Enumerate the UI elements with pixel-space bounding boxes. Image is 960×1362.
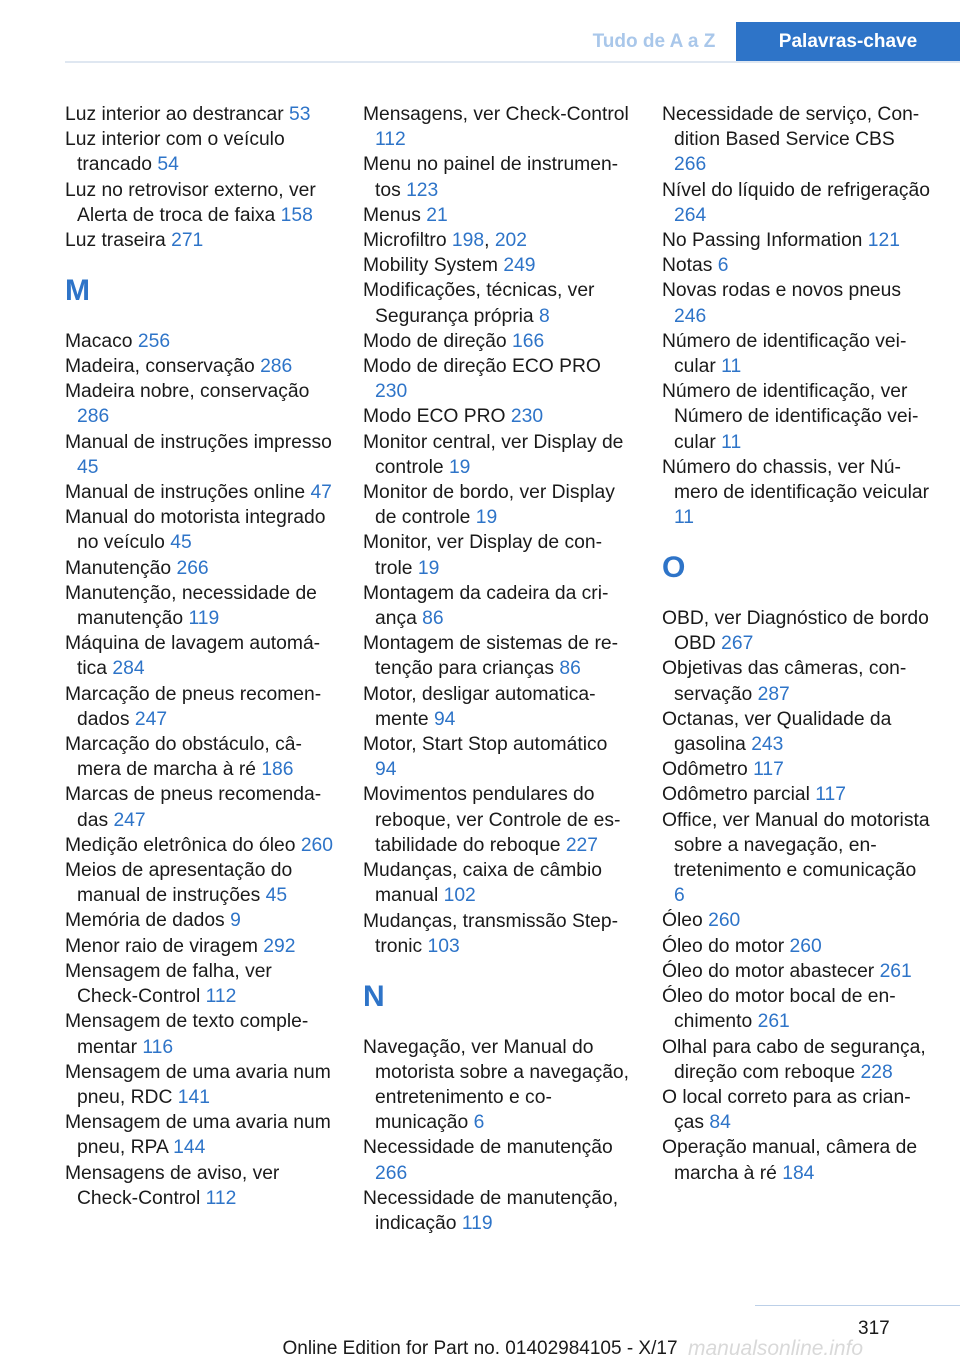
entry-term: Necessidade de manutenção, indicação bbox=[363, 1187, 619, 1234]
index-entry bbox=[65, 631, 335, 681]
entry-term: O local correto para as crianças bbox=[662, 1086, 911, 1134]
index-entry bbox=[662, 379, 932, 455]
entry-term: Necessidade de serviço, Condition Based Service CBS bbox=[662, 104, 920, 151]
index-entry bbox=[65, 505, 335, 555]
index-entry bbox=[65, 934, 335, 959]
index-entry bbox=[363, 404, 633, 429]
page-link[interactable]: 266 bbox=[674, 154, 707, 176]
page-link[interactable]: 6 bbox=[473, 1112, 485, 1134]
page-link[interactable]: 264 bbox=[674, 204, 707, 226]
index-entry bbox=[363, 581, 633, 631]
entry-term: Mensagem de uma avaria num pneu, RPA bbox=[65, 1112, 331, 1159]
index-entry bbox=[65, 127, 335, 177]
entry-term: Menus bbox=[363, 204, 427, 226]
page-link[interactable]: 112 bbox=[375, 129, 406, 151]
page-link[interactable]: 246 bbox=[674, 305, 707, 327]
entry-term: Manutenção, necessidade de manutenção bbox=[65, 582, 317, 630]
page-link[interactable]: 260 bbox=[789, 935, 822, 957]
index-entry bbox=[662, 1085, 932, 1135]
index-entry bbox=[363, 329, 633, 354]
entry-term: No Passing Information bbox=[662, 230, 868, 252]
index-entry bbox=[363, 858, 633, 908]
index-entry bbox=[65, 1161, 335, 1211]
edition-note: Online Edition for Part no. 01402984105 - X/17 bbox=[282, 1338, 678, 1359]
entry-term: Notas bbox=[662, 255, 718, 277]
entry-term: Macaco bbox=[65, 330, 138, 352]
page-link[interactable]: 261 bbox=[757, 1011, 790, 1033]
entry-term: Luz traseira bbox=[65, 230, 172, 252]
index-entry bbox=[662, 757, 932, 782]
page-link[interactable]: 123 bbox=[406, 179, 439, 201]
page-link[interactable]: 6 bbox=[717, 255, 729, 277]
index-entry bbox=[662, 253, 932, 278]
page-link[interactable]: 119 bbox=[188, 608, 220, 630]
index-entry bbox=[65, 1009, 335, 1059]
entry-term: Medição eletrônica do óleo bbox=[65, 834, 301, 856]
index-entry bbox=[662, 707, 932, 757]
page-link[interactable]: 271 bbox=[171, 230, 204, 252]
index-entry bbox=[65, 430, 335, 480]
entry-term: Mudanças, transmissão Steptronic bbox=[363, 910, 619, 957]
entry-term: Necessidade de manutenção bbox=[363, 1137, 613, 1159]
page-link[interactable]: 158 bbox=[280, 204, 313, 226]
entry-term: Manual de instruções impresso bbox=[65, 431, 332, 453]
page-link[interactable]: 266 bbox=[176, 557, 209, 579]
index-entry bbox=[363, 682, 633, 732]
page-link[interactable]: 54 bbox=[157, 154, 179, 176]
page-link[interactable]: 8 bbox=[539, 305, 550, 327]
page-link[interactable]: 11 bbox=[721, 356, 742, 378]
index-entry bbox=[363, 1135, 633, 1185]
page-link[interactable]: 121 bbox=[867, 230, 900, 252]
page-link[interactable]: 230 bbox=[510, 406, 544, 428]
index-entry bbox=[65, 379, 335, 429]
page-link[interactable]: 266 bbox=[375, 1162, 408, 1184]
index-entry bbox=[363, 102, 633, 152]
index-entry bbox=[363, 152, 633, 202]
entry-term: Monitor central, ver Display de controle bbox=[363, 431, 624, 478]
page-link[interactable]: 247 bbox=[134, 708, 168, 730]
entry-term: Mobility System bbox=[363, 255, 504, 277]
index-entry bbox=[363, 1186, 633, 1236]
entry-term: Modificações, técnicas, ver Segurança própria bbox=[363, 280, 595, 327]
page-link[interactable]: 117 bbox=[815, 784, 846, 806]
index-entry bbox=[363, 782, 633, 858]
entry-term: Mudanças, caixa de câmbio manual bbox=[363, 860, 603, 907]
page-link[interactable]: 117 bbox=[753, 759, 784, 781]
entry-term: Número do chassis, ver Número de identificação veicular bbox=[662, 456, 930, 504]
entry-term: Mensagens, ver Check-Control bbox=[363, 104, 629, 125]
entry-term: Modo de direção bbox=[363, 330, 512, 352]
index-column-1 bbox=[65, 102, 335, 1211]
entry-term: Luz interior com o veículo trancado bbox=[65, 129, 285, 176]
entry-term: Marcas de pneus recomendadas bbox=[65, 784, 322, 831]
index-entry bbox=[363, 480, 633, 530]
page-link[interactable]: 243 bbox=[751, 734, 784, 756]
index-entry bbox=[65, 329, 335, 354]
entry-term: Máquina de lavagem automática bbox=[65, 633, 321, 680]
entry-term: Óleo bbox=[662, 910, 709, 932]
index-entry bbox=[662, 228, 932, 253]
entry-term: Movimentos pendulares do reboque, ver Controle de estabilidade do reboque bbox=[363, 784, 621, 856]
entry-term: Monitor de bordo, ver Display de controle bbox=[363, 482, 615, 529]
entry-term: Madeira, conservação bbox=[65, 356, 261, 378]
page-link[interactable]: 286 bbox=[260, 356, 293, 378]
page-link[interactable]: 102 bbox=[443, 885, 476, 907]
index-entry bbox=[363, 228, 633, 253]
index-entry bbox=[65, 682, 335, 732]
index-entry bbox=[662, 808, 932, 909]
page-link[interactable]: 94 bbox=[375, 759, 397, 781]
entry-term: Marcação de pneus recomendados bbox=[65, 683, 322, 730]
index-entry bbox=[363, 430, 633, 480]
section-tab[interactable]: Tudo de A a Z bbox=[592, 31, 716, 52]
entry-term: Odômetro bbox=[662, 759, 754, 781]
page-link[interactable]: 287 bbox=[757, 683, 790, 705]
page-link[interactable]: 260 bbox=[300, 834, 333, 856]
index-entry bbox=[65, 959, 335, 1009]
page-link[interactable]: 141 bbox=[177, 1086, 210, 1108]
index-entry bbox=[363, 253, 633, 278]
index-entry bbox=[662, 984, 932, 1034]
entry-term: Mensagem de falha, ver Check-Control bbox=[65, 960, 272, 1008]
entry-term: Olhal para cabo de segurança, direção com reboque bbox=[662, 1036, 926, 1083]
watermark: manualsonline.info bbox=[688, 1337, 864, 1360]
entry-term: Luz interior ao destrancar bbox=[65, 104, 289, 125]
index-entry bbox=[65, 178, 335, 228]
entry-term: Modo ECO PRO bbox=[363, 406, 511, 428]
index-entry bbox=[662, 102, 932, 178]
index-entry bbox=[65, 581, 335, 631]
page-link[interactable]: 45 bbox=[170, 532, 192, 554]
entry-term: Motor, Start Stop automático bbox=[363, 734, 608, 756]
index-entry bbox=[363, 203, 633, 228]
entry-term: Modo de direção ECO PRO bbox=[363, 356, 601, 378]
entry-term: OBD, ver Diagnóstico de bordo OBD bbox=[662, 608, 929, 655]
index-entry bbox=[662, 959, 932, 984]
index-entry bbox=[65, 102, 335, 127]
index-entry bbox=[662, 934, 932, 959]
index-entry bbox=[662, 782, 932, 807]
index-entry bbox=[65, 782, 335, 832]
page-link[interactable]: 119 bbox=[461, 1212, 493, 1234]
page-link[interactable]: 247 bbox=[113, 809, 146, 831]
page-link[interactable]: 202 bbox=[494, 230, 527, 252]
index-entry bbox=[65, 354, 335, 379]
entry-term: Motor, desligar automaticamente bbox=[363, 683, 596, 730]
index-entry bbox=[363, 732, 633, 782]
page-link[interactable]: 261 bbox=[879, 960, 912, 982]
entry-term: Óleo do motor bbox=[662, 935, 790, 957]
index-entry bbox=[662, 656, 932, 706]
index-entry bbox=[363, 631, 633, 681]
entry-term: Marcação do obstáculo, câmera de marcha à ré bbox=[65, 734, 302, 781]
page-link[interactable]: 6 bbox=[674, 885, 685, 907]
page-link[interactable]: 21 bbox=[426, 204, 448, 226]
entry-term: Memória de dados bbox=[65, 910, 231, 932]
index-entry bbox=[363, 530, 633, 580]
entry-term: Manual do motorista integrado no veículo bbox=[65, 507, 326, 554]
index-entry bbox=[363, 354, 633, 404]
index-entry bbox=[65, 556, 335, 581]
entry-term: Operação manual, câmera de marcha à ré bbox=[662, 1137, 918, 1184]
entry-term: Objetivas das câmeras, conservação bbox=[662, 658, 907, 705]
entry-term: Menor raio de viragem bbox=[65, 935, 264, 957]
entry-term: Montagem da cadeira da criança bbox=[363, 582, 609, 630]
entry-term: Óleo do motor abastecer bbox=[662, 960, 880, 982]
index-entry bbox=[65, 732, 335, 782]
page-link[interactable]: 47 bbox=[310, 482, 332, 504]
index-entry bbox=[662, 178, 932, 228]
index-entry bbox=[65, 858, 335, 908]
entry-term: Óleo do motor bocal de enchimento bbox=[662, 986, 896, 1033]
entry-term: Nível do líquido de refrigeração bbox=[662, 179, 930, 201]
page-link[interactable]: 230 bbox=[375, 381, 408, 403]
entry-term: Navegação, ver Manual do motorista sobre a navegação, entretenimento e comunicação bbox=[363, 1036, 630, 1134]
page-link[interactable]: 284 bbox=[112, 658, 145, 680]
page-link[interactable]: 267 bbox=[721, 633, 754, 655]
page-link[interactable]: 260 bbox=[708, 910, 741, 932]
page-link[interactable]: 112 bbox=[205, 986, 237, 1008]
page-link[interactable]: 144 bbox=[173, 1137, 206, 1159]
page-link[interactable]: 186 bbox=[261, 759, 294, 781]
page-link[interactable]: 292 bbox=[263, 935, 296, 957]
index-entry bbox=[662, 278, 932, 328]
index-entry bbox=[363, 1035, 633, 1136]
entry-term: Número de identificação, ver Número de identificação veicular bbox=[662, 381, 919, 453]
index-letter-heading: O bbox=[662, 551, 686, 585]
entry-term: Menu no painel de instrumentos bbox=[363, 154, 619, 201]
page-header bbox=[0, 0, 960, 62]
header-rule bbox=[65, 61, 960, 63]
index-entry bbox=[363, 909, 633, 959]
index-letter-heading: M bbox=[65, 274, 90, 308]
index-letter-heading: N bbox=[363, 979, 385, 1013]
index-entry bbox=[662, 329, 932, 379]
page-link[interactable]: 19 bbox=[448, 456, 471, 478]
entry-term: Montagem de sistemas de retenção para crianças bbox=[363, 633, 619, 680]
index-entry bbox=[662, 606, 932, 656]
page-link[interactable]: 103 bbox=[427, 935, 460, 957]
page-number: 317 bbox=[858, 1318, 890, 1339]
page-link[interactable]: 256 bbox=[137, 330, 171, 352]
entry-term: Manutenção bbox=[65, 557, 177, 579]
entry-term: Octanas, ver Qualidade da gasolina bbox=[662, 708, 892, 756]
page-link[interactable]: 11 bbox=[674, 507, 695, 529]
entry-term: Número de identificação veicular bbox=[662, 330, 907, 378]
entry-separator: , bbox=[484, 230, 495, 252]
entry-term: Microfiltro bbox=[363, 230, 452, 252]
page-link[interactable]: 286 bbox=[77, 406, 110, 428]
entry-term: Mensagem de uma avaria num pneu, RDC bbox=[65, 1061, 331, 1108]
index-column-3 bbox=[662, 102, 932, 1186]
page-link[interactable]: 116 bbox=[142, 1036, 174, 1058]
page-link[interactable]: 84 bbox=[709, 1112, 731, 1134]
entry-term: Odômetro parcial bbox=[662, 784, 816, 806]
page-link[interactable]: 249 bbox=[503, 255, 536, 277]
entry-term: Office, ver Manual do motorista sobre a navegação, entretenimento e comunicação bbox=[662, 809, 930, 882]
entry-term: Novas rodas e novos pneus bbox=[662, 280, 902, 302]
page-link[interactable]: 11 bbox=[721, 431, 742, 453]
index-entry bbox=[65, 228, 335, 253]
page-link[interactable]: 45 bbox=[77, 456, 99, 478]
page-link[interactable]: 19 bbox=[475, 507, 498, 529]
page-link[interactable]: 228 bbox=[860, 1061, 893, 1083]
page-link[interactable]: 166 bbox=[512, 330, 545, 352]
index-entry bbox=[65, 1060, 335, 1110]
index-entry bbox=[65, 480, 335, 505]
index-column-2 bbox=[363, 102, 633, 1236]
active-tab-keywords[interactable]: Palavras-chave bbox=[736, 22, 960, 62]
index-entry bbox=[363, 278, 633, 328]
entry-term: Monitor, ver Display de controle bbox=[363, 532, 602, 579]
page-link[interactable]: 53 bbox=[289, 104, 311, 125]
entry-term: Meios de apresentação do manual de instruções bbox=[65, 860, 293, 907]
index-entry bbox=[662, 908, 932, 933]
footer-rule bbox=[755, 1305, 960, 1306]
index-entry bbox=[662, 1135, 932, 1185]
index-entry bbox=[65, 833, 335, 858]
page-link[interactable]: 86 bbox=[559, 658, 581, 680]
index-entry bbox=[662, 455, 932, 531]
entry-term: Manual de instruções online bbox=[65, 482, 311, 504]
index-entry bbox=[65, 908, 335, 933]
page-link[interactable]: 19 bbox=[417, 557, 440, 579]
page-link[interactable]: 184 bbox=[782, 1162, 815, 1184]
index-entry bbox=[662, 1035, 932, 1085]
page-link[interactable]: 112 bbox=[205, 1187, 237, 1209]
entry-term: Mensagens de aviso, ver Check-Control bbox=[65, 1162, 280, 1209]
entry-term: Luz no retrovisor externo, ver Alerta de troca de faixa bbox=[65, 179, 316, 226]
page-link[interactable]: 94 bbox=[433, 708, 456, 730]
page-link[interactable]: 9 bbox=[230, 910, 241, 932]
page-link[interactable]: 45 bbox=[265, 885, 288, 907]
entry-term: Mensagem de texto complementar bbox=[65, 1011, 309, 1058]
page-link[interactable]: 227 bbox=[565, 834, 598, 856]
entry-term: Madeira nobre, conservação bbox=[65, 381, 310, 403]
page-link[interactable]: 198 bbox=[451, 230, 485, 252]
page-link[interactable]: 86 bbox=[422, 608, 444, 630]
index-entry bbox=[65, 1110, 335, 1160]
